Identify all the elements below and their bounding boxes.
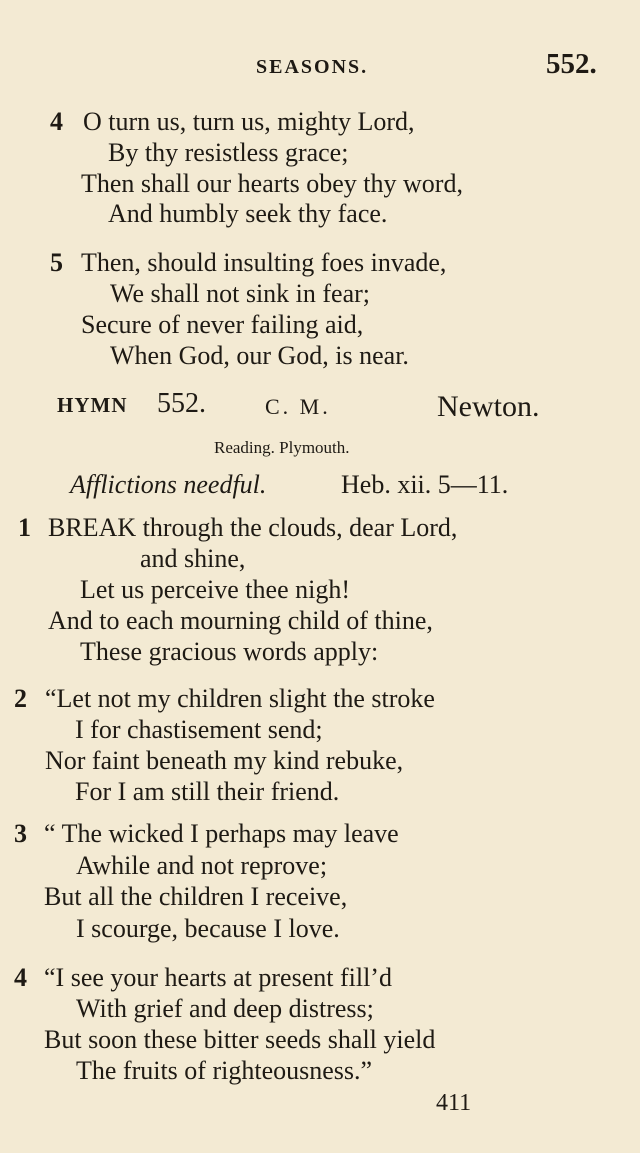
verse-line: “ The wicked I perhaps may leave — [44, 819, 399, 848]
verse-line: “I see your hearts at present fill’d — [44, 963, 392, 992]
verse-line: I scourge, because I love. — [76, 914, 340, 943]
verse-line: And to each mourning child of thine, — [48, 606, 433, 635]
verse-line: For I am still their friend. — [75, 777, 340, 806]
verse-line: We shall not sink in fear; — [110, 279, 371, 308]
hymn-number: 552. — [157, 388, 206, 419]
stanza-number: 3 — [14, 819, 27, 848]
stanza-number: 5 — [50, 248, 63, 277]
scripture-reference: Heb. xii. 5—11. — [341, 470, 509, 499]
verse-line: Let us perceive thee nigh! — [80, 575, 350, 604]
stanza-number: 1 — [18, 513, 31, 542]
verse-line: By thy resistless grace; — [108, 138, 349, 167]
folio-number: 411 — [436, 1090, 472, 1116]
verse-line: Secure of never failing aid, — [81, 310, 364, 339]
hymn-tune: Newton. — [437, 390, 540, 423]
verse-line: “Let not my children slight the stroke — [45, 684, 435, 713]
verse-line: These gracious words apply: — [80, 637, 379, 666]
verse-line: Awhile and not reprove; — [76, 851, 328, 880]
alternate-tunes: Reading. Plymouth. — [214, 438, 350, 457]
verse-line: And humbly seek thy face. — [108, 199, 388, 228]
verse-line: But soon these bitter seeds shall yield — [44, 1025, 436, 1054]
hymn-subtitle: Afflictions needful. — [70, 470, 267, 499]
verse-line: Then, should insulting foes invade, — [81, 248, 447, 277]
stanza-number: 4 — [14, 963, 27, 992]
verse-line: But all the children I receive, — [44, 882, 348, 911]
verse-line: O turn us, turn us, mighty Lord, — [83, 107, 415, 136]
verse-line: Nor faint beneath my kind rebuke, — [45, 746, 404, 775]
verse-line: Then shall our hearts obey thy word, — [81, 169, 463, 198]
stanza-number: 4 — [50, 107, 63, 136]
hymn-label: HYMN — [57, 393, 128, 417]
verse-line: I for chastisement send; — [75, 715, 323, 744]
verse-line: BREAK through the clouds, dear Lord, — [48, 513, 458, 542]
hymn-meter: C. M. — [265, 394, 331, 419]
stanza-number: 2 — [14, 684, 27, 713]
verse-line: With grief and deep distress; — [76, 994, 374, 1023]
verse-line: When God, our God, is near. — [110, 341, 409, 370]
verse-line: and shine, — [140, 544, 246, 573]
running-head: SEASONS. — [256, 56, 369, 78]
page-number: 552. — [546, 48, 597, 80]
verse-line: The fruits of righteousness.” — [76, 1056, 373, 1085]
